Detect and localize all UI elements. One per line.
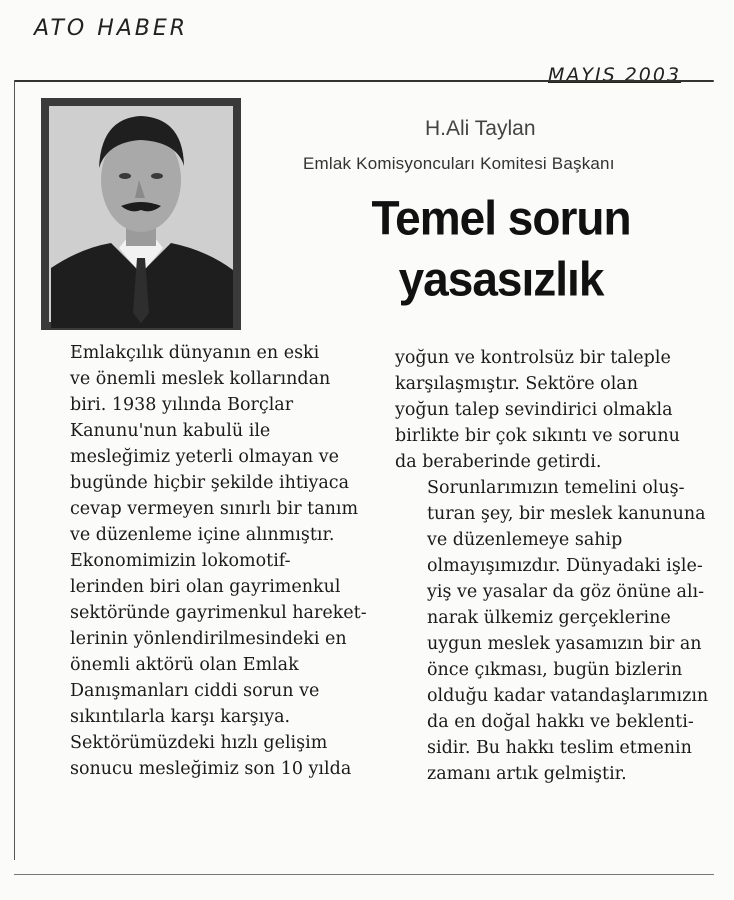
text-line: cevap vermeyen sınırlı bir tanım: [70, 499, 359, 519]
text-line: birlikte bir çok sıkıntı ve sorunu: [395, 426, 680, 446]
date-handwriting: MAYIS 2003: [548, 64, 682, 86]
text-line: yoğun ve kontrolsüz bir taleple: [395, 348, 671, 368]
paragraph-2-continued: [395, 345, 715, 475]
headline-line-1: Temel sorun: [371, 190, 631, 245]
text-line: bugünde hiçbir şekilde ihtiyaca: [70, 473, 350, 493]
right-column: [395, 345, 715, 787]
paragraph-1: [38, 340, 360, 548]
text-line: ve önemli meslek kollarından: [70, 369, 331, 389]
source-handwriting: ATO HABER: [34, 16, 189, 41]
text-line: Ekonomimizin lokomotif-: [70, 551, 291, 571]
text-line: sektöründe gayrimenkul hareket-: [70, 603, 367, 623]
text-line: yoğun talep sevindirici olmakla: [395, 400, 673, 420]
frame-left-border: [14, 80, 15, 860]
text-line: olduğu kadar vatandaşlarımızın: [427, 686, 709, 706]
headline-line-2: yasasızlık: [398, 251, 604, 306]
frame-bottom-border: [14, 874, 714, 875]
text-line: sıkıntılarla karşı karşıya.: [70, 707, 291, 727]
paragraph-3: [395, 475, 715, 787]
frame-top-border: [14, 80, 714, 82]
text-line: mesleğimiz yeterli olmayan ve: [70, 447, 339, 467]
author-photo: [41, 98, 241, 330]
paragraph-2: [38, 548, 367, 782]
text-line: önce çıkması, bugün bizlerin: [427, 660, 683, 680]
author-role: Emlak Komisyoncuları Komitesi Başkanı: [303, 154, 615, 173]
text-line: Danışmanları ciddi sorun ve: [70, 681, 320, 701]
text-line: Emlakçılık dünyanın en eski: [70, 343, 320, 363]
text-line: olmayışımızdır. Dünyadaki işle-: [427, 556, 703, 576]
text-line: uygun meslek yasamızın bir an: [427, 634, 702, 654]
text-line: karşılaşmıştır. Sektöre olan: [395, 374, 639, 394]
text-line: lerinin yönlendirilmesindeki en: [70, 629, 347, 649]
text-line: da beraberinde getirdi.: [395, 452, 602, 472]
text-line: Sorunlarımızın temelini oluş-: [427, 478, 685, 498]
text-line: lerinden biri olan gayrimenkul: [70, 577, 341, 597]
text-line: biri. 1938 yılında Borçlar: [70, 395, 294, 415]
left-column: [38, 340, 367, 782]
text-line: zamanı artık gelmiştir.: [427, 764, 627, 784]
text-line: sonucu mesleğimiz son 10 yılda: [70, 759, 352, 779]
text-line: sidir. Bu hakkı teslim etmenin: [427, 738, 692, 758]
text-line: Sektörümüzdeki hızlı gelişim: [70, 733, 328, 753]
text-line: narak ülkemiz gerçeklerine: [427, 608, 671, 628]
text-line: önemli aktörü olan Emlak: [70, 655, 299, 675]
text-line: da en doğal hakkı ve beklenti-: [427, 712, 694, 732]
text-line: yiş ve yasalar da göz önüne alı-: [427, 582, 705, 602]
text-line: ve düzenleme içine alınmıştır.: [70, 525, 335, 545]
headline: [336, 187, 666, 309]
text-line: Kanunu'nun kabulü ile: [70, 421, 271, 441]
text-line: turan şey, bir meslek kanununa: [427, 504, 706, 524]
author-name: H.Ali Taylan: [425, 117, 536, 140]
text-line: ve düzenlemeye sahip: [427, 530, 623, 550]
